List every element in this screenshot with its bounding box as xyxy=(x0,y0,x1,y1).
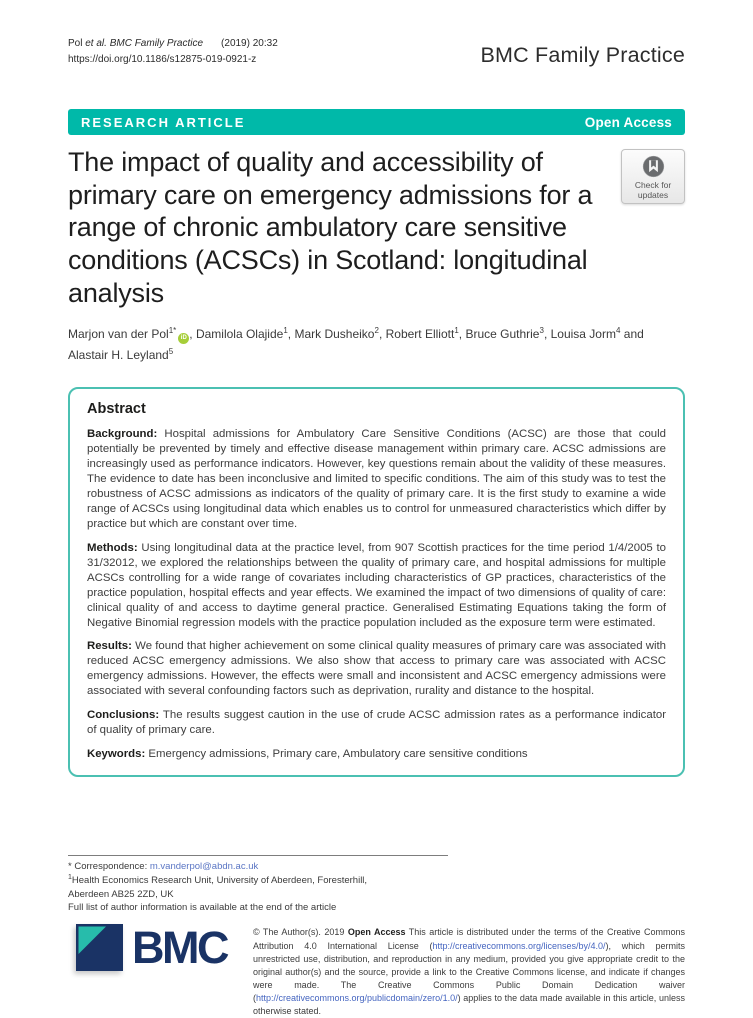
abstract-box xyxy=(68,387,685,777)
abstract-section-methods: Methods: Using longitudinal data at the practice level, from 907 Scottish practices for the time period 1/4/2005 to 31/32012, we explored the relationships between the quality of primary care, and hospital admissions for multiple ACSCs controlling for a wide range of covariates including characteristics of GP practices, characteristics of the practice population, hospital effects and year effects. We examined the impact of two dimensions of quality of care: clinical quality of and access to daytime general practice. Generalised Estimating Equations taking the form of Negative Binomial regression models with the practice population included as the exposure term were estimated. xyxy=(87,541,666,629)
article-type-label: RESEARCH ARTICLE xyxy=(81,114,246,130)
check-badge-label: Check for updates xyxy=(634,180,672,201)
doi-link[interactable]: https://doi.org/10.1186/s12875-019-0921-z xyxy=(68,53,257,65)
open-access-bold: Open Access xyxy=(347,927,406,938)
abstract-sections xyxy=(87,427,666,762)
bmc-logo-text: BMC xyxy=(132,922,227,974)
author-list: Marjon van der Pol$^{1*}$iD , Damilola Olajide$^1$, Mark Dusheiko$^2$, Robert Elliott$^1$, Bruce Guthrie$^3$, Louisa Jorm$^4$ and Alastair H. Leyland$^5$ xyxy=(68,326,644,363)
abstract-section-conclusions: Conclusions: The results suggest caution in the use of crude ACSC admission rates as a performance indicator of quality of primary care. xyxy=(87,709,666,737)
footnote-block xyxy=(68,855,402,914)
citation-block xyxy=(68,36,278,67)
abstract-section-results: Results: We found that higher achievement on some clinical quality measures of primary care was associated with reduced ACSC emergency admissions. We also show that access to primary care was associated with ACSC emergency admissions. However, the effects were small and inconsistent and ACSC emergency admissions were associated with several confounding factors such as deprivation, rurality and distance to the hospital. xyxy=(87,640,666,698)
license-link[interactable]: http://creativecommons.org/licenses/by/4.0/ xyxy=(432,940,606,951)
waiver-link[interactable]: http://creativecommons.org/publicdomain/zero/1.0/ xyxy=(255,993,458,1003)
page-header xyxy=(68,36,685,68)
correspondence-email-link[interactable]: m.vanderpol@abdn.ac.uk xyxy=(149,861,259,873)
bmc-logo xyxy=(76,922,227,974)
page-footer xyxy=(68,924,685,1018)
abstract-section-background: Background: Hospital admissions for Ambulatory Care Sensitive Conditions (ACSC) are those that could potentially be prevented by timely and effective disease management within primary care. ACSC admissions are increasingly used as performance indicators. However, key questions remain about the validity of these measures. The evidence to date has been inconclusive and limited to specific conditions. The aim of this study was to test the robustness of ACSC admissions as indicators of the quality of primary care. It is the first study to examine a wide range of ACSCs using longitudinal data which enables us to control for unmeasured characteristics which differ by practice but which are constant over time. xyxy=(87,428,666,530)
correspondence-line: * Correspondence: m.vanderpol@abdn.ac.uk xyxy=(68,861,259,873)
bmc-logo-icon xyxy=(76,924,123,971)
check-for-updates-button[interactable] xyxy=(621,149,685,204)
abstract-heading: Abstract xyxy=(87,401,146,418)
author-info-note: Full list of author information is available at the end of the article xyxy=(68,902,337,914)
citation-line: Pol et al. BMC Family Practice (2019) 20:32 xyxy=(68,38,278,49)
footnote-divider xyxy=(68,855,448,856)
crossmark-icon xyxy=(641,154,666,179)
article-title: The impact of quality and accessibility of primary care on emergency admissions for a range of chronic ambulatory care sensitive conditions (ACSCs) in Scotland: longitudinal analysis xyxy=(68,147,593,308)
orcid-icon[interactable]: iD xyxy=(178,333,189,344)
copyright-notice: © The Author(s). 2019 Open Access This article is distributed under the terms of the Creative Commons Attribution 4.0 International License (http://creativecommons.org/licenses/by/4.0/), which permits unrestricted use, distribution, and reproduction in any medium, provided you give appropriate credit to the original author(s) and the source, provide a link to the Creative Commons license, and indicate if changes were made. The Creative Commons Public Domain Dedication waiver (http://creativecommons.org/publicdomain/zero/1.0/) applies to the data made available in this article, unless otherwise stated. xyxy=(252,927,685,1017)
abstract-section-keywords: Keywords: Emergency admissions, Primary care, Ambulatory care sensitive conditions xyxy=(87,748,528,761)
affiliation-line: $^1$Health Economics Research Unit, University of Aberdeen, Foresterhill, Aberdeen AB25 2ZD, UK xyxy=(68,874,368,900)
article-type-banner xyxy=(68,109,685,135)
open-access-label: Open Access xyxy=(584,114,672,130)
title-row xyxy=(68,146,685,309)
journal-name: BMC Family Practice xyxy=(480,43,685,67)
